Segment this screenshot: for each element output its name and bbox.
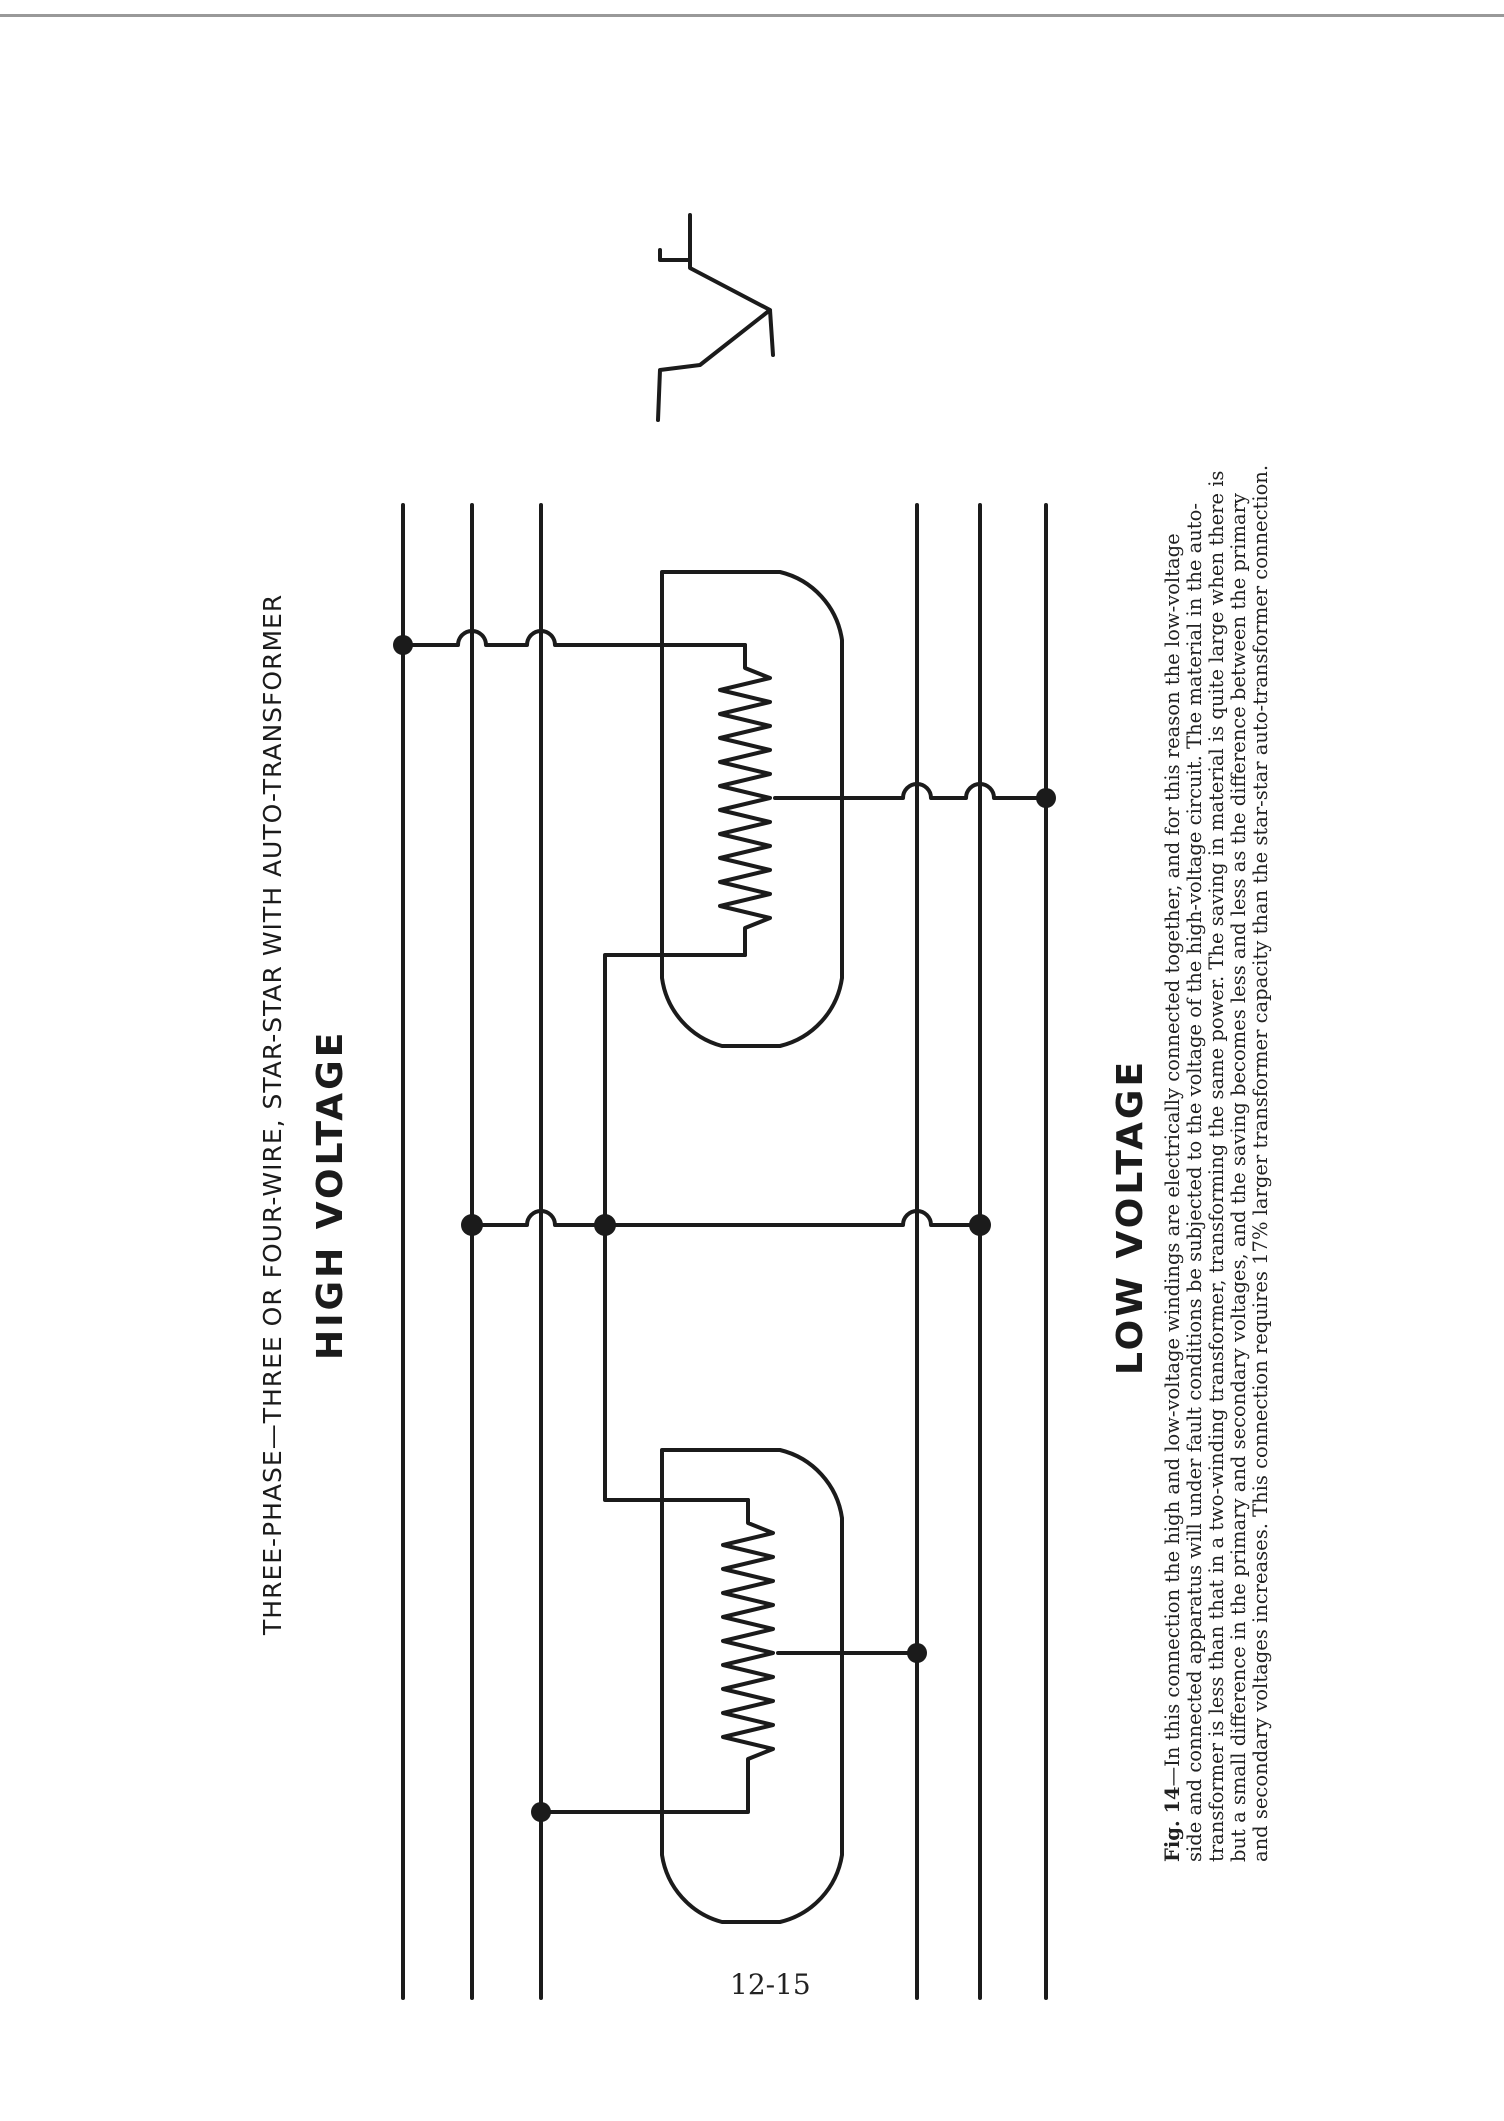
high-voltage-label: HIGH VOLTAGE <box>310 1029 351 1360</box>
winding-upper <box>720 645 770 955</box>
upper-hv-lead <box>403 631 745 645</box>
neutral-bus <box>472 1211 980 1225</box>
caption-line-5: and secondary voltages increases. This connection requires 17% larger transformer capacity than the star-star auto-transformer connection. <box>1249 464 1272 1862</box>
star-symbol <box>658 215 773 420</box>
caption-line-1: Fig. 14—In this connection the high and low-voltage windings are electrically connected together, and for this reason the low-voltage <box>1161 533 1184 1862</box>
junction-dot-hv1-upper <box>393 635 413 655</box>
caption-line-4: but a small difference in the primary and secondary voltages, and the saving becomes less and less as the difference between the primary <box>1227 493 1250 1862</box>
winding-lower <box>723 1500 773 1780</box>
upper-lv-tap <box>775 784 1046 798</box>
lower-hv-lead <box>541 1780 748 1812</box>
upper-neutral-lead <box>605 955 745 1225</box>
junction-dot-hv3-lower <box>531 1802 551 1822</box>
caption-line-3: transformer is less than that in a two-winding transformer, transforming the same power. The saving in material is quite large when there is <box>1205 470 1228 1862</box>
junction-dot-lv2-neutral <box>969 1214 991 1236</box>
caption-line-2: side and connected apparatus will under fault conditions be subjected to the voltage of the high-voltage circuit. The material in the auto- <box>1183 503 1206 1862</box>
transformer-core-lower <box>662 1450 842 1922</box>
junction-dot-lv3-upper <box>1036 788 1056 808</box>
low-voltage-label: LOW VOLTAGE <box>1110 1058 1151 1375</box>
page-number: 12-15 <box>730 1968 811 2001</box>
lower-neutral-lead <box>605 1225 748 1500</box>
junction-dot-lv1-lower <box>907 1643 927 1663</box>
diagram-title: THREE-PHASE—THREE OR FOUR-WIRE, STAR-STAR WITH AUTO-TRANSFORMER <box>258 593 287 1635</box>
figure-label: Fig. 14 <box>1161 1786 1184 1862</box>
junction-dot-hv2-neutral <box>461 1214 483 1236</box>
junction-dot-neutral-center <box>594 1214 616 1236</box>
